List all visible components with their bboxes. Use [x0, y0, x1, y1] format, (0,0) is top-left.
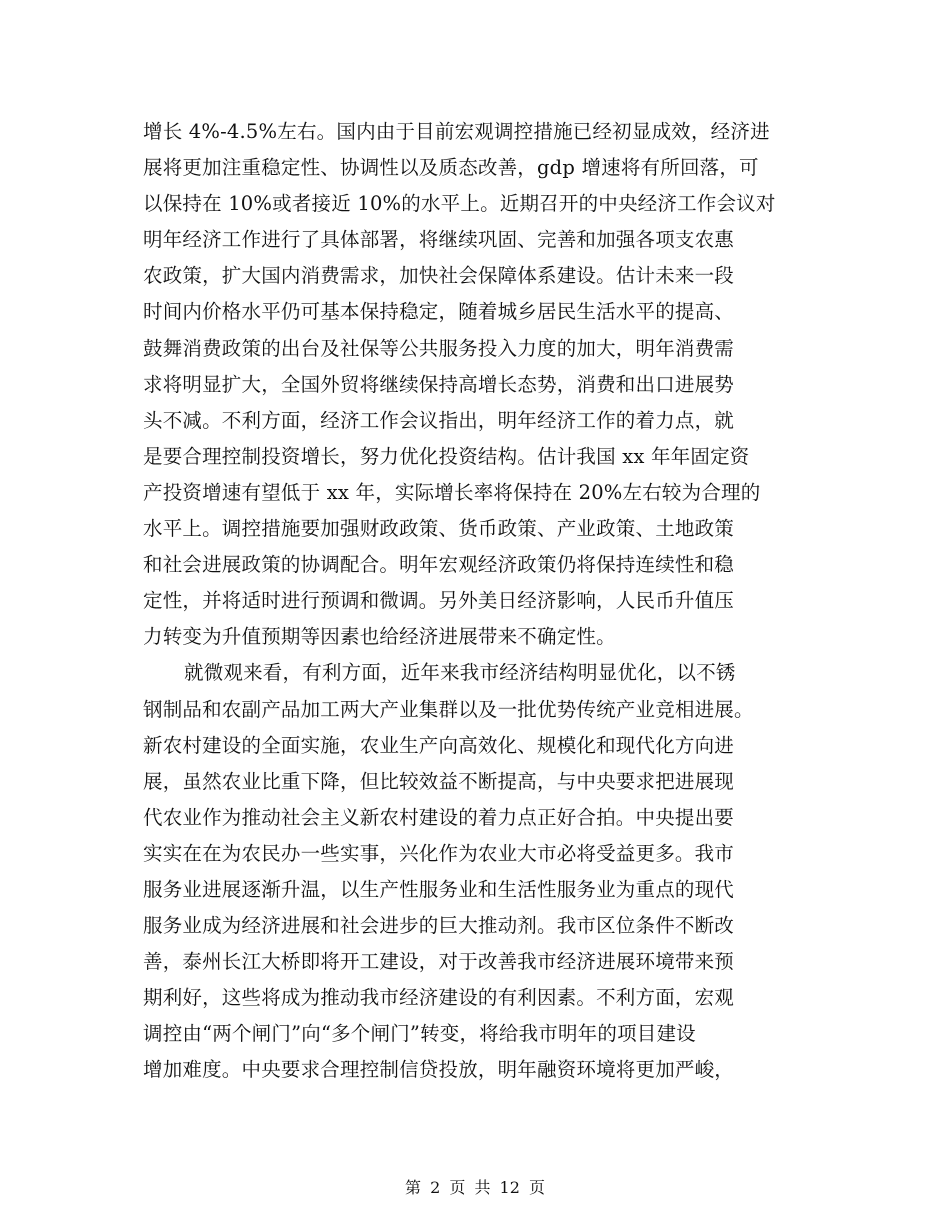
text-line: 代农业作为推动社会主义新农村建设的着力点正好合拍。中央提出要 — [143, 805, 735, 829]
text-line: 增长 4%-4.5%左右。国内由于目前宏观调控措施已经初显成效，经济进 — [143, 120, 770, 143]
text-line: 农政策，扩大国内消费需求，加快社会保障体系建设。估计未来一段 — [143, 264, 735, 288]
text-line: 定性，并将适时进行预调和微调。另外美日经济影响，人民币升值压 — [143, 589, 735, 613]
text-line: 以保持在 10%或者接近 10%的水平上。近期召开的中央经济工作会议对 — [143, 192, 776, 216]
text-line: 和社会进展政策的协调配合。明年宏观经济政策仍将保持连续性和稳 — [143, 553, 735, 577]
text-line: 新农村建设的全面实施，农业生产向高效化、规模化和现代化方向进 — [143, 733, 735, 757]
body-text — [143, 114, 803, 1089]
text-line: 鼓舞消费政策的出台及社保等公共服务投入力度的加大，明年消费需 — [143, 336, 735, 360]
text-line: 服务业成为经济进展和社会进步的巨大推动剂。我市区位条件不断改 — [143, 914, 735, 938]
text-line: 是要合理控制投资增长，努力优化投资结构。估计我国 xx 年年固定资 — [143, 444, 750, 468]
text-line: 服务业进展逐渐升温，以生产性服务业和生活性服务业为重点的现代 — [143, 877, 735, 901]
text-line: 实实在在为农民办一些实事，兴化作为农业大市必将受益更多。我市 — [143, 841, 735, 865]
page-number-footer: 第 2 页 共 12 页 — [405, 1178, 545, 1197]
text-line: 调控由“两个闸门”向“多个闸门”转变，将给我市明年的项目建设 — [143, 1022, 696, 1046]
text-line: 展将更加注重稳定性、协调性以及质态改善，gdp 增速将有所回落，可 — [143, 156, 759, 180]
text-line: 钢制品和农副产品加工两大产业集群以及一批优势传统产业竞相进展。 — [143, 697, 754, 721]
text-line: 善，泰州长江大桥即将开工建设，对于改善我市经济进展环境带来预 — [143, 950, 735, 974]
paragraph-first-line: 就微观来看，有利方面，近年来我市经济结构明显优化，以不锈 — [184, 661, 736, 685]
text-line: 展，虽然农业比重下降，但比较效益不断提高，与中央要求把进展现 — [143, 769, 735, 793]
text-line: 增加难度。中央要求合理控制信贷投放，明年融资环境将更加严峻， — [143, 1058, 735, 1082]
text-line: 时间内价格水平仍可基本保持稳定，随着城乡居民生活水平的提高、 — [143, 300, 735, 324]
text-line: 头不减。不利方面，经济工作会议指出，明年经济工作的着力点，就 — [143, 408, 735, 432]
text-line: 水平上。调控措施要加强财政政策、货币政策、产业政策、土地政策 — [143, 517, 735, 541]
text-line: 求将明显扩大，全国外贸将继续保持高增长态势，消费和出口进展势 — [143, 372, 735, 396]
text-line: 产投资增速有望低于 xx 年，实际增长率将保持在 20%左右较为合理的 — [143, 480, 761, 504]
text-line: 力转变为升值预期等因素也给经济进展带来不确定性。 — [143, 625, 616, 649]
text-line: 期利好，这些将成为推动我市经济建设的有利因素。不利方面，宏观 — [143, 986, 735, 1010]
text-line: 明年经济工作进行了具体部署，将继续巩固、完善和加强各项支农惠 — [143, 228, 735, 252]
